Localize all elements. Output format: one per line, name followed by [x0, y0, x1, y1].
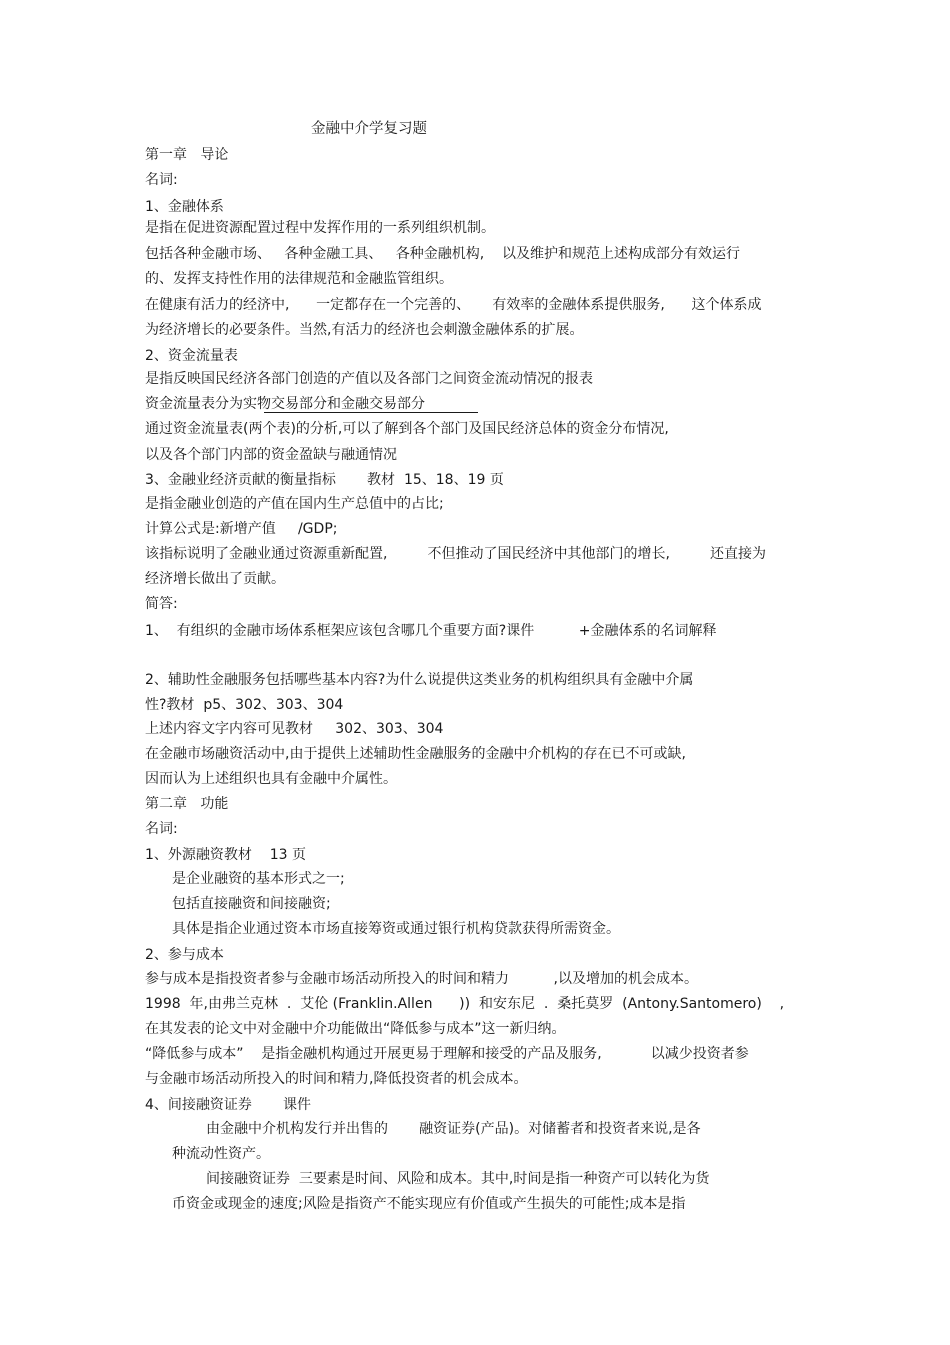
term-heading: 2、参与成本: [145, 947, 224, 963]
text-line: 是企业融资的基本形式之一;: [172, 871, 345, 887]
text-line: 在金融市场融资活动中,由于提供上述辅助性金融服务的金融中介机构的存在已不可或缺,: [145, 746, 686, 762]
text-line: 在健康有活力的经济中, 一定都存在一个完善的、 有效率的金融体系提供服务, 这个体系成: [145, 297, 762, 313]
text-line: 的、发挥支持性作用的法律规范和金融监管组织。: [145, 271, 453, 287]
text-line: 以及各个部门内部的资金盈缺与融通情况: [145, 447, 397, 463]
text-line: 是指金融业创造的产值在国内生产总值中的占比;: [145, 496, 444, 512]
text-line: 种流动性资产。: [172, 1146, 270, 1162]
term-heading: 4、间接融资证券 课件: [145, 1097, 312, 1113]
text-line: 具体是指企业通过资本市场直接筹资或通过银行机构贷款获得所需资金。: [172, 921, 620, 937]
text-line: 是指在促进资源配置过程中发挥作用的一系列组织机制。: [145, 220, 495, 236]
text-line: 计算公式是:新增产值 /GDP;: [145, 521, 338, 537]
text-line: 上述内容文字内容可见教材 302、303、304: [145, 721, 444, 737]
text-line: 在其发表的论文中对金融中介功能做出“降低参与成本”这一新归纳。: [145, 1021, 566, 1037]
section-label: 名词:: [145, 821, 178, 837]
text-line: 资金流量表分为实物交易部分和金融交易部分: [145, 396, 425, 412]
term-heading: 3、金融业经济贡献的衡量指标 教材 15、18、19 页: [145, 472, 504, 488]
question-line: 1、 有组织的金融市场体系框架应该包含哪几个重要方面?课件 +金融体系的名词解释: [145, 623, 717, 639]
text-line: 间接融资证券 三要素是时间、风险和成本。其中,时间是指一种资产可以转化为货: [206, 1171, 710, 1187]
term-heading: 2、资金流量表: [145, 348, 238, 364]
term-heading: 1、外源融资教材 13 页: [145, 847, 306, 863]
text-line: 币资金或现金的速度;风险是指资产不能实现应有价值或产生损失的可能性;成本是指: [172, 1196, 686, 1212]
text-line: 为经济增长的必要条件。当然,有活力的经济也会刺激金融体系的扩展。: [145, 322, 584, 338]
document-title: 金融中介学复习题: [311, 121, 427, 137]
chapter-heading: 第一章 导论: [145, 147, 229, 163]
text-line: 是指反映国民经济各部门创造的产值以及各部门之间资金流动情况的报表: [145, 371, 593, 387]
text-line: 性?教材 p5、302、303、304: [145, 697, 344, 713]
text-line: 1998 年,由弗兰克林 . 艾伦 (Franklin.Allen )) 和安东尼 . 桑托莫罗 (Antony.Santomero) ,: [145, 996, 785, 1012]
text-line: 包括直接融资和间接融资;: [172, 896, 331, 912]
text-line: 因而认为上述组织也具有金融中介属性。: [145, 771, 397, 787]
text-line: 经济增长做出了贡献。: [145, 571, 285, 587]
text-line: 由金融中介机构发行并出售的 融资证券(产品)。对储蓄者和投资者来说,是各: [206, 1121, 701, 1137]
section-label: 简答:: [145, 596, 178, 612]
text-line: 参与成本是指投资者参与金融市场活动所投入的时间和精力 ,以及增加的机会成本。: [145, 971, 698, 987]
text-line: “降低参与成本” 是指金融机构通过开展更易于理解和接受的产品及服务, 以减少投资者参: [145, 1046, 749, 1062]
question-line: 2、辅助性金融服务包括哪些基本内容?为什么说提供这类业务的机构组织具有金融中介属: [145, 672, 694, 688]
text-line: 与金融市场活动所投入的时间和精力,降低投资者的机会成本。: [145, 1071, 528, 1087]
term-heading: 1、金融体系: [145, 199, 224, 215]
text-line: 通过资金流量表(两个表)的分析,可以了解到各个部门及国民经济总体的资金分布情况,: [145, 421, 669, 437]
text-underline: [264, 412, 478, 413]
text-line: 该指标说明了金融业通过资源重新配置, 不但推动了国民经济中其他部门的增长, 还直接为: [145, 546, 767, 562]
section-label: 名词:: [145, 172, 178, 188]
chapter-heading: 第二章 功能: [145, 796, 229, 812]
text-line: 包括各种金融市场、 各种金融工具、 各种金融机构, 以及维护和规范上述构成部分有效运行: [145, 246, 740, 262]
